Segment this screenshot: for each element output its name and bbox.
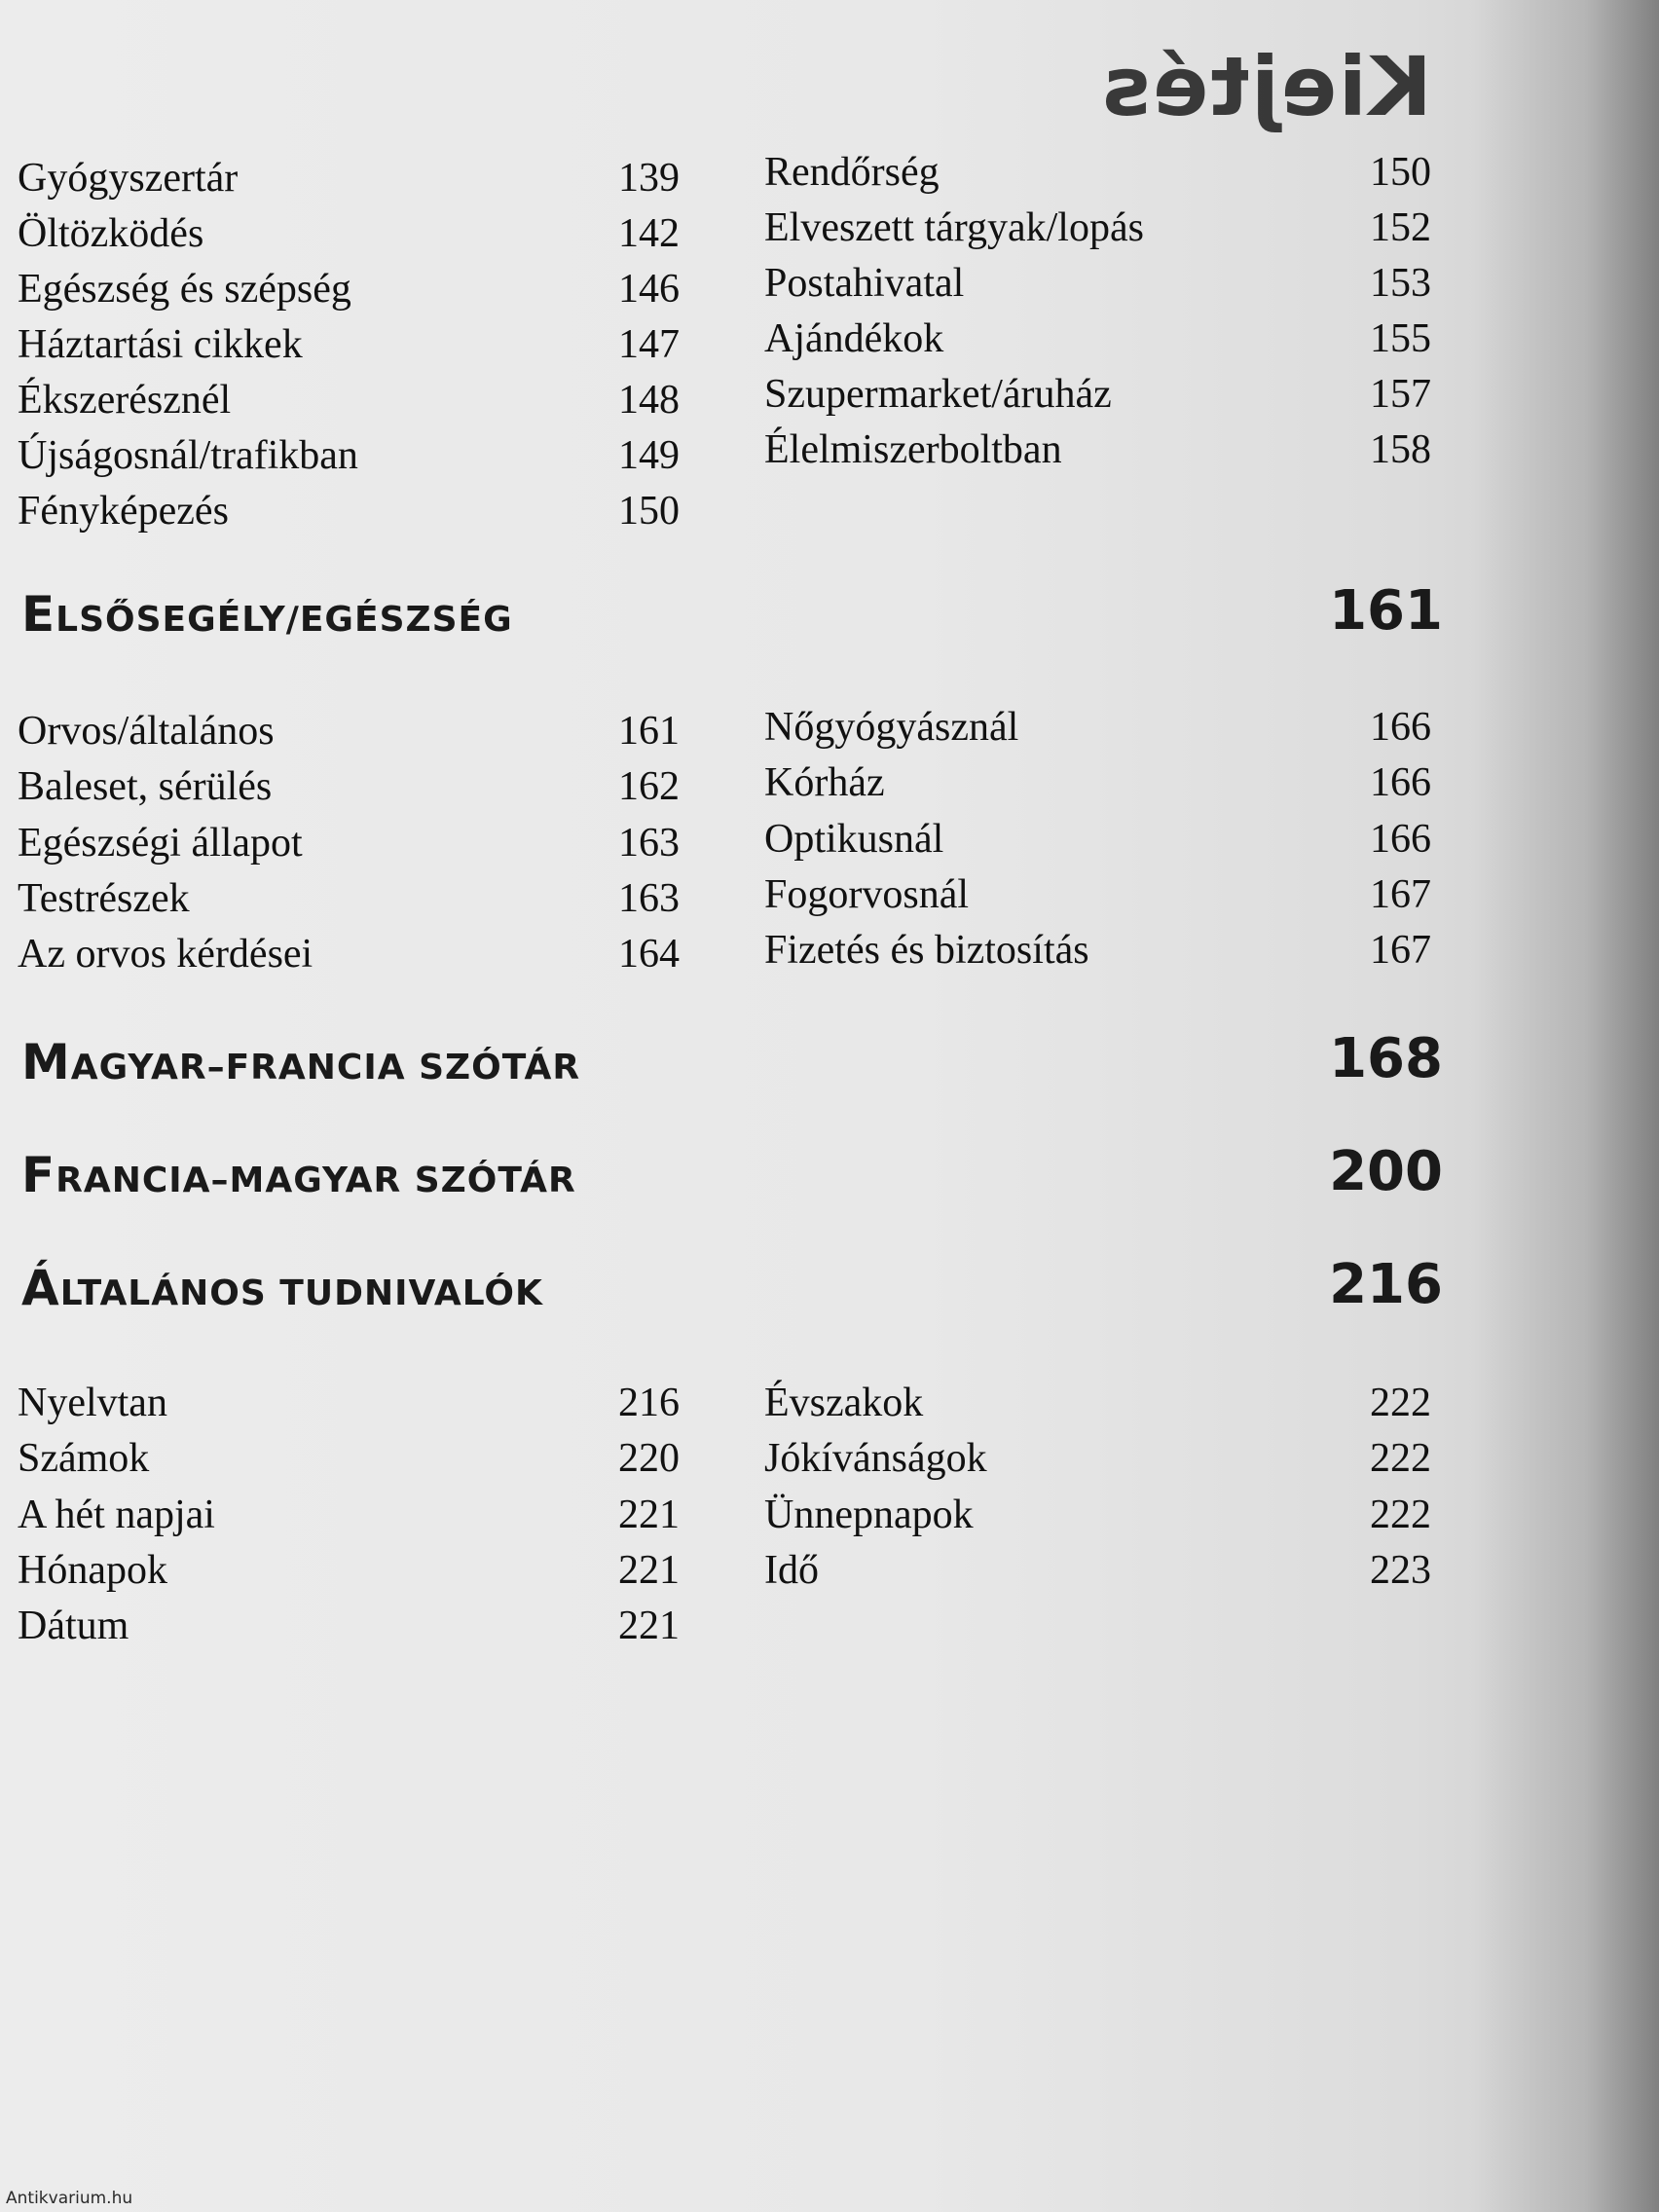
entry-page: 163 xyxy=(618,821,680,866)
entry-label: Fényképezés xyxy=(18,489,229,534)
entry-label: Hónapok xyxy=(18,1548,167,1593)
entry-label: Fizetés és biztosítás xyxy=(764,928,1089,973)
entry-page: 223 xyxy=(1370,1548,1431,1593)
entry-page: 167 xyxy=(1370,928,1431,973)
toc-entry xyxy=(764,257,1431,310)
entry-label: Ékszerésznél xyxy=(18,378,232,423)
entry-label: Fogorvosnál xyxy=(764,872,969,917)
entry-label: Nőgyógyásznál xyxy=(764,705,1019,750)
entry-label: Az orvos kérdései xyxy=(18,932,313,977)
entry-page: 222 xyxy=(1370,1493,1431,1537)
toc-entry xyxy=(764,868,1431,921)
entry-page: 222 xyxy=(1370,1381,1431,1425)
entry-page: 222 xyxy=(1370,1436,1431,1481)
entry-page: 149 xyxy=(618,433,680,478)
section-heading-first-aid xyxy=(21,574,1443,643)
bleed-through-title: Kiejtés xyxy=(1100,39,1432,134)
toc-entry xyxy=(18,1432,680,1485)
page-spine-shadow xyxy=(1474,0,1659,2212)
section-heading-hu-fr-dictionary xyxy=(21,1022,1443,1090)
section-heading-text: MAGYAR–FRANCIA SZÓTÁR xyxy=(21,1034,581,1090)
entry-page: 146 xyxy=(618,267,680,312)
entry-label: Élelmiszerboltban xyxy=(764,427,1062,472)
entry-page: 147 xyxy=(618,322,680,367)
entry-label: Dátum xyxy=(18,1604,129,1648)
entry-label: Újságosnál/trafikban xyxy=(18,433,358,478)
entry-page: 150 xyxy=(618,489,680,534)
entry-label: Szupermarket/áruház xyxy=(764,372,1112,417)
entry-page: 166 xyxy=(1370,705,1431,750)
entry-page: 153 xyxy=(1370,261,1431,306)
toc-entry xyxy=(18,760,680,813)
toc-entry xyxy=(18,872,680,925)
watermark: Antikvarium.hu xyxy=(6,2189,133,2208)
toc-entry xyxy=(764,313,1431,365)
entry-page: 152 xyxy=(1370,205,1431,250)
toc-entry xyxy=(764,368,1431,421)
entry-page: 148 xyxy=(618,378,680,423)
section-heading-text: FRANCIA–MAGYAR SZÓTÁR xyxy=(21,1147,576,1203)
entry-label: Egészségi állapot xyxy=(18,821,303,866)
entry-label: Ünnepnapok xyxy=(764,1493,974,1537)
toc-entry xyxy=(18,705,680,757)
section-heading-page: 161 xyxy=(1329,579,1443,643)
toc-entry xyxy=(764,1544,1431,1597)
entry-label: A hét napjai xyxy=(18,1493,215,1537)
section-heading-text: ÁLTALÁNOS TUDNIVALÓK xyxy=(21,1260,543,1316)
toc-entry xyxy=(18,485,680,537)
section-heading-general xyxy=(21,1248,1443,1316)
toc-entry xyxy=(18,263,680,315)
entry-page: 161 xyxy=(618,709,680,754)
toc-entry xyxy=(764,813,1431,866)
entry-label: Testrészek xyxy=(18,876,190,921)
entry-label: Elveszett tárgyak/lopás xyxy=(764,205,1144,250)
entry-page: 163 xyxy=(618,876,680,921)
entry-page: 155 xyxy=(1370,316,1431,361)
toc-entry xyxy=(764,924,1431,977)
entry-page: 142 xyxy=(618,211,680,256)
toc-entry xyxy=(764,424,1431,476)
entry-label: Számok xyxy=(18,1436,150,1481)
entry-label: Optikusnál xyxy=(764,817,944,862)
entry-page: 166 xyxy=(1370,817,1431,862)
toc-entry xyxy=(764,1377,1431,1429)
toc-entry xyxy=(18,817,680,869)
entry-label: Idő xyxy=(764,1548,819,1593)
toc-entry xyxy=(764,1432,1431,1485)
toc-entry xyxy=(18,429,680,482)
toc-entry xyxy=(18,1600,680,1652)
entry-label: Rendőrség xyxy=(764,150,940,195)
entry-page: 167 xyxy=(1370,872,1431,917)
section-heading-text: ELSŐSEGÉLY/EGÉSZSÉG xyxy=(21,586,513,643)
entry-label: Évszakok xyxy=(764,1381,924,1425)
entry-page: 150 xyxy=(1370,150,1431,195)
entry-page: 221 xyxy=(618,1548,680,1593)
toc-entry xyxy=(18,318,680,371)
entry-page: 158 xyxy=(1370,427,1431,472)
entry-page: 157 xyxy=(1370,372,1431,417)
toc-entry xyxy=(18,207,680,260)
toc-entry xyxy=(18,152,680,204)
entry-page: 220 xyxy=(618,1436,680,1481)
entry-page: 166 xyxy=(1370,760,1431,805)
entry-page: 164 xyxy=(618,932,680,977)
entry-label: Egészség és szépség xyxy=(18,267,351,312)
entry-page: 139 xyxy=(618,156,680,201)
toc-entry xyxy=(18,1489,680,1541)
toc-entry xyxy=(764,756,1431,809)
toc-entry xyxy=(764,202,1431,254)
entry-label: Kórház xyxy=(764,760,885,805)
section-heading-page: 168 xyxy=(1329,1027,1443,1090)
entry-label: Gyógyszertár xyxy=(18,156,239,201)
toc-entry xyxy=(18,928,680,980)
toc-entry xyxy=(764,146,1431,199)
toc-entry xyxy=(764,1489,1431,1541)
toc-entry xyxy=(18,1377,680,1429)
entry-page: 221 xyxy=(618,1493,680,1537)
entry-label: Postahivatal xyxy=(764,261,965,306)
entry-label: Orvos/általános xyxy=(18,709,275,754)
entry-label: Jókívánságok xyxy=(764,1436,987,1481)
entry-label: Ajándékok xyxy=(764,316,944,361)
entry-label: Öltözködés xyxy=(18,211,204,256)
entry-page: 216 xyxy=(618,1381,680,1425)
entry-label: Nyelvtan xyxy=(18,1381,167,1425)
entry-label: Háztartási cikkek xyxy=(18,322,303,367)
section-heading-page: 200 xyxy=(1329,1140,1443,1203)
entry-page: 221 xyxy=(618,1604,680,1648)
entry-label: Baleset, sérülés xyxy=(18,764,273,809)
toc-entry xyxy=(18,374,680,426)
entry-page: 162 xyxy=(618,764,680,809)
section-heading-fr-hu-dictionary xyxy=(21,1135,1443,1203)
toc-entry xyxy=(18,1544,680,1597)
section-heading-page: 216 xyxy=(1329,1253,1443,1316)
toc-entry xyxy=(764,701,1431,754)
